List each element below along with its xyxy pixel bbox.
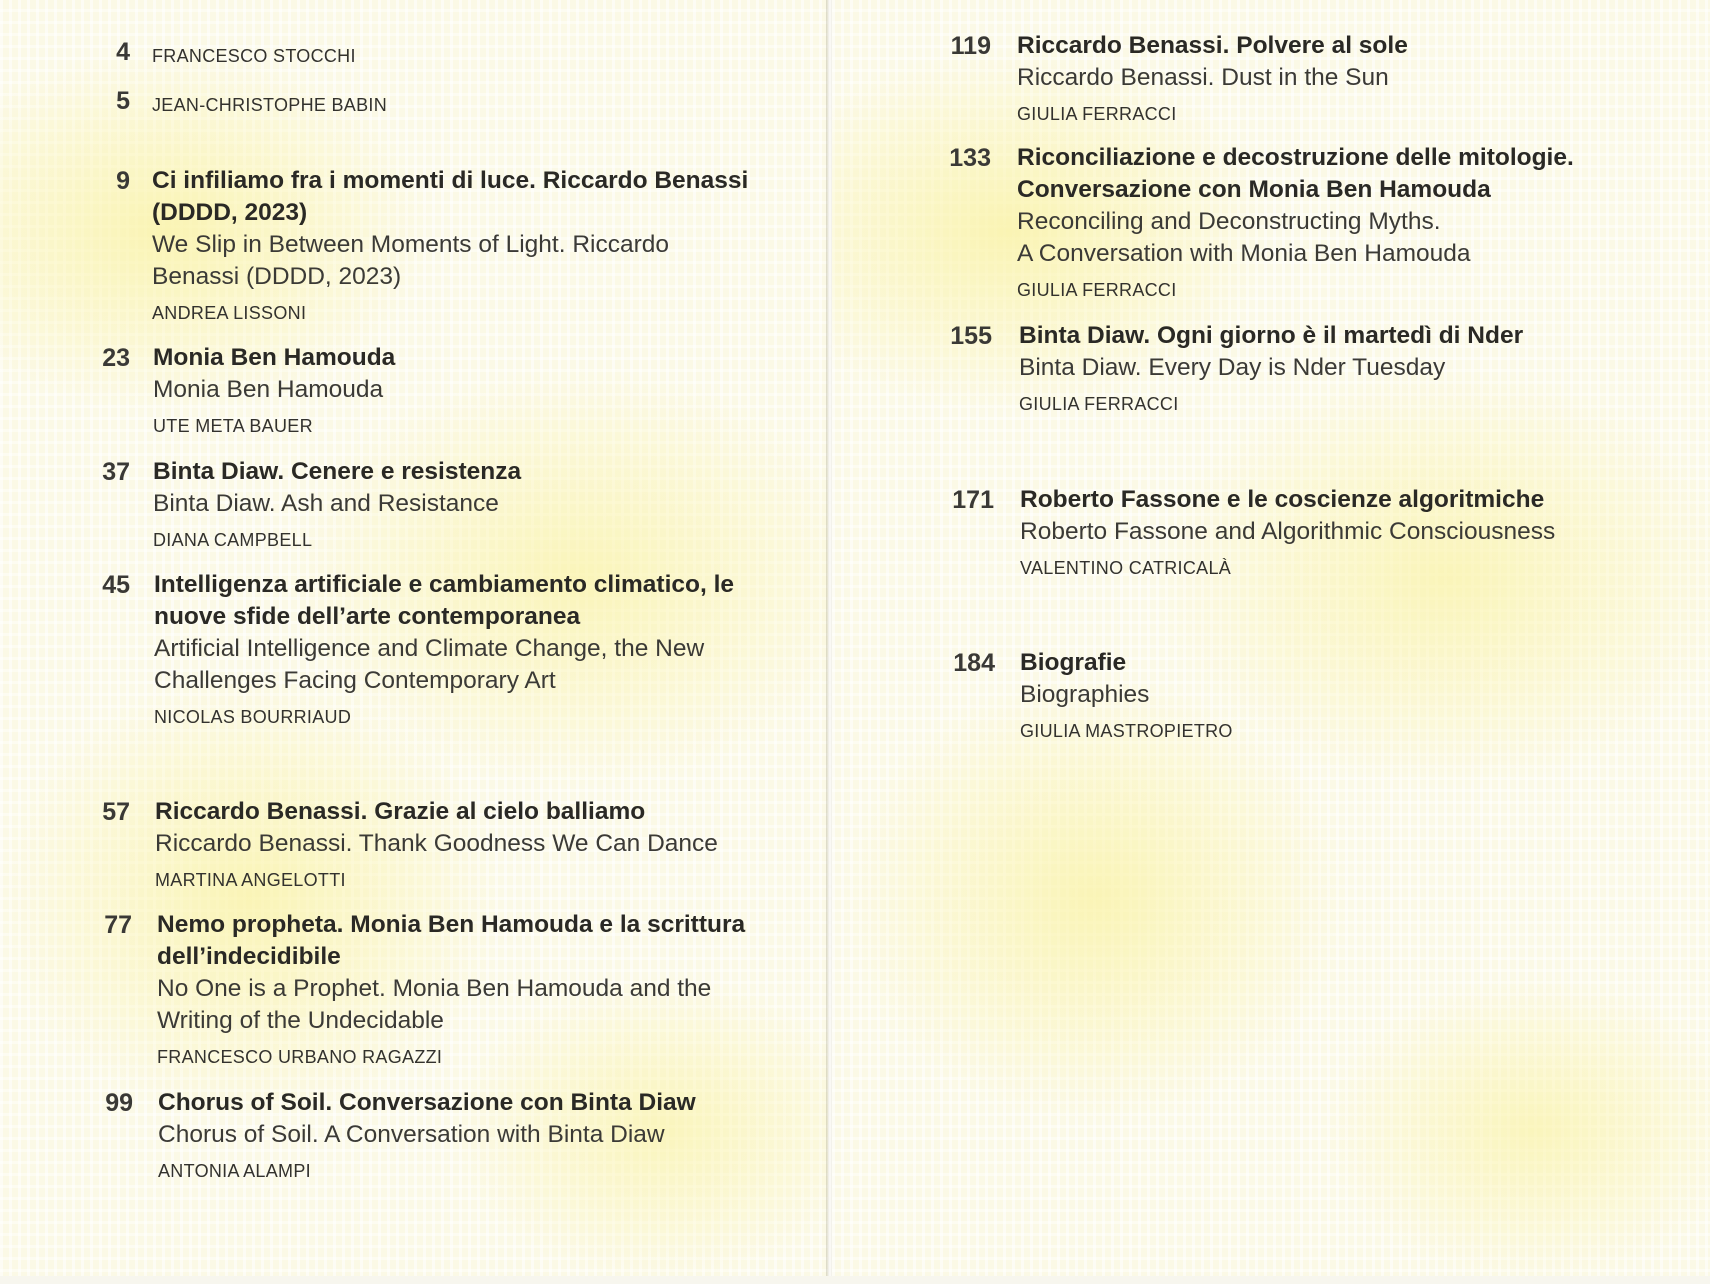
entry-author: GIULIA FERRACCI	[1017, 104, 1177, 124]
entry-author: NICOLAS BOURRIAUD	[154, 707, 352, 727]
entry-title-english: A Conversation with Monia Ben Hamouda	[1017, 240, 1471, 267]
entry-title-italian: Conversazione con Monia Ben Hamouda	[1017, 176, 1491, 203]
page-number: 4	[116, 38, 130, 66]
entry-title-italian: Chorus of Soil. Conversazione con Binta Diaw	[158, 1089, 696, 1116]
entry-author: FRANCESCO URBANO RAGAZZI	[157, 1047, 443, 1067]
entry-title-italian: Riccardo Benassi. Polvere al sole	[1017, 32, 1408, 59]
entry-title-italian: dell’indecidibile	[157, 943, 341, 970]
entry-title-english: Writing of the Undecidable	[157, 1007, 444, 1034]
left-page	[0, 0, 828, 1284]
entry-author: ANTONIA ALAMPI	[158, 1161, 311, 1181]
page-number: 99	[105, 1089, 133, 1117]
entry-title-english: Binta Diaw. Every Day is Nder Tuesday	[1019, 354, 1446, 381]
entry-author: FRANCESCO STOCCHI	[152, 46, 356, 66]
entry-author: JEAN-CHRISTOPHE BABIN	[152, 95, 388, 115]
entry-title-italian: Binta Diaw. Cenere e resistenza	[153, 458, 522, 485]
entry-title-english: Benassi (DDDD, 2023)	[152, 263, 402, 290]
entry-title-english: Chorus of Soil. A Conversation with Binta Diaw	[158, 1121, 665, 1148]
entry-author: UTE META BAUER	[153, 416, 313, 436]
right-page	[832, 0, 1710, 1284]
entry-author: DIANA CAMPBELL	[153, 530, 313, 550]
page-number: 5	[116, 87, 130, 115]
entry-title-italian: Nemo propheta. Monia Ben Hamouda e la scrittura	[157, 911, 746, 938]
entry-title-english: Binta Diaw. Ash and Resistance	[153, 490, 499, 517]
entry-title-italian: Monia Ben Hamouda	[153, 344, 396, 371]
entry-title-english: Biographies	[1020, 681, 1150, 708]
page-number: 77	[104, 911, 132, 939]
page-number: 37	[102, 458, 130, 486]
entry-title-italian: nuove sfide dell’arte contemporanea	[154, 603, 581, 630]
entry-title-english: No One is a Prophet. Monia Ben Hamouda and the	[157, 975, 712, 1002]
entry-author: GIULIA MASTROPIETRO	[1020, 721, 1233, 741]
page-number: 171	[952, 486, 994, 514]
page-number: 45	[102, 571, 130, 599]
entry-author: GIULIA FERRACCI	[1019, 394, 1179, 414]
page-number: 57	[102, 798, 130, 826]
entry-title-italian: Riconciliazione e decostruzione delle mitologie.	[1017, 144, 1574, 171]
entry-title-english: Riccardo Benassi. Dust in the Sun	[1017, 64, 1389, 91]
entry-author: VALENTINO CATRICALÀ	[1020, 558, 1232, 578]
entry-title-italian: Riccardo Benassi. Grazie al cielo balliamo	[155, 798, 646, 825]
entry-title-italian: Ci infiliamo fra i momenti di luce. Riccardo Benassi	[152, 167, 749, 194]
entry-title-italian: Roberto Fassone e le coscienze algoritmiche	[1020, 486, 1545, 513]
entry-title-english: Challenges Facing Contemporary Art	[154, 667, 556, 694]
entry-title-english: Reconciling and Deconstructing Myths.	[1017, 208, 1441, 235]
page-number: 133	[949, 144, 991, 172]
entry-title-english: Riccardo Benassi. Thank Goodness We Can Dance	[155, 830, 718, 857]
entry-author: ANDREA LISSONI	[152, 303, 307, 323]
page-number: 184	[953, 649, 995, 677]
entry-title-italian: (DDDD, 2023)	[152, 199, 308, 226]
entry-title-italian: Biografie	[1020, 649, 1127, 676]
page-number: 119	[950, 32, 991, 60]
page-number: 23	[102, 344, 130, 372]
entry-title-english: Monia Ben Hamouda	[153, 376, 384, 403]
page-number: 155	[950, 322, 992, 350]
entry-title-italian: Intelligenza artificiale e cambiamento climatico, le	[154, 571, 735, 598]
entry-title-italian: Binta Diaw. Ogni giorno è il martedì di Nder	[1019, 322, 1524, 349]
entry-author: GIULIA FERRACCI	[1017, 280, 1177, 300]
entry-title-english: We Slip in Between Moments of Light. Riccardo	[152, 231, 670, 258]
page-number: 9	[116, 167, 130, 195]
entry-author: MARTINA ANGELOTTI	[155, 870, 346, 890]
page-bottom-edge	[0, 1276, 1710, 1284]
entry-title-english: Artificial Intelligence and Climate Change, the New	[154, 635, 705, 662]
entry-title-english: Roberto Fassone and Algorithmic Consciousness	[1020, 518, 1556, 545]
